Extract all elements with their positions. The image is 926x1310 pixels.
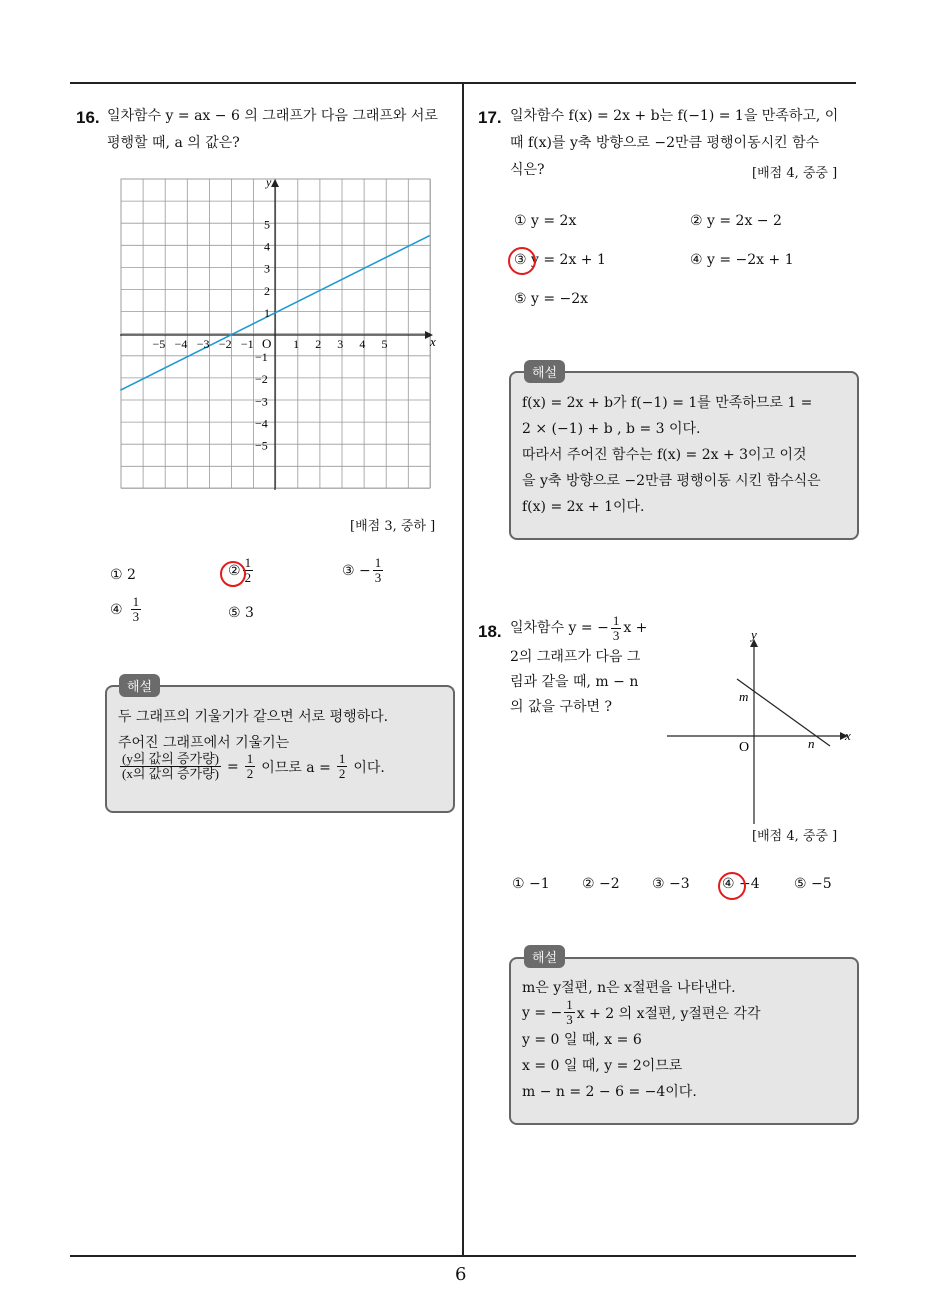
q18-text-line3: 림과 같을 때, m − n: [510, 674, 639, 690]
q18-solution-tag: 해설: [524, 945, 565, 968]
q17-number: 17.: [478, 108, 502, 127]
q16-graph: [120, 175, 436, 493]
q17-text-line2: 때 f(x)를 y축 방향으로 −2만큼 평행이동시킨 함수: [510, 135, 820, 151]
q16-y-tick-label: 2: [264, 283, 270, 298]
q17-solution-line4: 을 y축 방향으로 −2만큼 평행이동 시킨 함수식은: [522, 473, 821, 489]
q16-option-5[interactable]: ⑤ 3: [228, 605, 254, 621]
q17-option-2[interactable]: ② y = 2x − 2: [690, 213, 782, 229]
q17-option-4[interactable]: ④ y = −2x + 1: [690, 252, 794, 268]
q18-solution-line1: m은 y절편, n은 x절편을 나타낸다.: [522, 980, 736, 996]
q16-x-tick-label: −5: [152, 337, 166, 351]
q16-text-line1: 일차함수 y = ax − 6 의 그래프가 다음 그래프와 서로: [107, 108, 438, 124]
q17-solution-line5: f(x) = 2x + 1이다.: [522, 499, 645, 515]
q18-text-line4: 의 값을 구하면 ?: [510, 699, 613, 715]
q16-x-tick-label: −1: [240, 337, 254, 351]
q18-option-2[interactable]: ② −2: [582, 876, 620, 892]
column-divider: [462, 84, 464, 1256]
q18-number: 18.: [478, 622, 502, 641]
q17-text-line1: 일차함수 f(x) = 2x + b는 f(−1) = 1을 만족하고, 이: [510, 108, 839, 124]
q16-grid: [121, 179, 430, 488]
q16-origin-label: O: [262, 336, 272, 351]
q18-option-3[interactable]: ③ −3: [652, 876, 690, 892]
q18-frac: $\frac{1}{3}$: [612, 613, 620, 643]
q16-solution-line3: $\frac{\text{(y의 값의 증가량)}}{\text{(x의 값의 증가량)}}$ = $\frac{1}{2}$ 이므로 a = $\frac{1}{2}$ 이다.: [122, 751, 385, 781]
q16-option-2-mark: ②: [228, 562, 241, 579]
q16-x-tick-label: 4: [359, 337, 366, 351]
q16-solution-line2: 주어진 그래프에서 기울기는: [118, 735, 290, 751]
q16-y-tick-label: −5: [255, 438, 268, 453]
q18-score: [배점 4, 중중 ]: [752, 829, 838, 844]
q17-option-3[interactable]: ③ y = 2x + 1: [514, 252, 606, 268]
q16-solution-tag: 해설: [119, 674, 160, 697]
q16-option-1[interactable]: ① 2: [110, 567, 136, 583]
q18-solution-line3: y = 0 일 때, x = 6: [522, 1032, 642, 1048]
q17-text-line3: 식은?: [510, 162, 545, 178]
q16-x-tick-label: 5: [381, 337, 388, 351]
q18-option-5[interactable]: ⑤ −5: [794, 876, 832, 892]
q17-solution-tag: 해설: [524, 360, 565, 383]
q17-solution-line1: f(x) = 2x + b가 f(−1) = 1를 만족하므로 1 =: [522, 395, 813, 411]
q16-solution-ratio: $\frac{\text{(y의 값의 증가량)}}{\text{(x의 값의 증가량)}}$: [122, 751, 220, 781]
q17-answer-circle: [508, 247, 536, 275]
q18-solution-line5: m − n = 2 − 6 = −4이다.: [522, 1084, 697, 1100]
q16-option-3[interactable]: [342, 556, 385, 585]
q16-option-4-frac: $\frac{1}{3}$: [132, 594, 140, 624]
q16-option-3-mark: ③ −: [342, 562, 371, 579]
q18-graph: [665, 627, 860, 825]
q16-number: 16.: [76, 108, 100, 127]
q18-text-line2: 2의 그래프가 다음 그: [510, 649, 641, 665]
q16-y-tick-label: 5: [264, 217, 270, 232]
q16-x-tick-label: 1: [293, 337, 300, 351]
q16-y-tick-label: 4: [264, 239, 270, 254]
q18-m-label: m: [739, 689, 749, 704]
q18-x-axis-label: x: [845, 728, 851, 743]
q16-y-tick-label: −1: [255, 350, 268, 365]
q16-x-tick-label: 3: [337, 337, 344, 351]
q16-x-axis-label: x: [430, 334, 436, 349]
q16-x-tick-label: −3: [196, 337, 210, 351]
q18-answer-circle: [718, 872, 746, 900]
q16-score: [배점 3, 중하 ]: [350, 519, 436, 534]
q18-text-line1: 일차함수 y = − $\frac{1}{3}$ x +: [510, 613, 648, 643]
q18-option-4[interactable]: ④ −4: [722, 876, 760, 892]
q16-y-arrow: [271, 179, 279, 187]
q16-option-4-mark: ④: [110, 601, 123, 618]
q17-solution-line3: 따라서 주어진 함수는 f(x) = 2x + 3이고 이것: [522, 447, 807, 463]
q16-option-4[interactable]: [110, 595, 143, 624]
q16-y-tick-label: −2: [255, 372, 268, 387]
q18-option-1[interactable]: ① −1: [512, 876, 550, 892]
q16-y-tick-label: −3: [255, 394, 268, 409]
q16-x-tick-label: −4: [174, 337, 188, 351]
q17-option-5[interactable]: ⑤ y = −2x: [514, 291, 589, 307]
q16-y-tick-label: 1: [264, 305, 270, 320]
q17-solution-line2: 2 × (−1) + b , b = 3 이다.: [522, 421, 701, 437]
q16-solution-line1: 두 그래프의 기울기가 같으면 서로 평행하다.: [118, 709, 389, 725]
bottom-rule: [70, 1255, 856, 1257]
q16-y-tick-label: −4: [255, 416, 268, 431]
q16-option-2-frac: $\frac{1}{2}$: [244, 555, 252, 585]
q16-answer-circle: [220, 561, 246, 587]
q18-y-axis-label: y: [751, 627, 757, 642]
q18-n-label: n: [808, 736, 815, 751]
q17-score: [배점 4, 중중 ]: [752, 166, 838, 181]
q16-text-line2: 평행할 때, a 의 값은?: [107, 135, 240, 151]
q18-solution-line2: y = − $\frac{1}{3}$ x + 2 의 x절편, y절편은 각각: [522, 997, 761, 1027]
page-number: 6: [455, 1264, 467, 1285]
q16-y-axis-label: y: [266, 175, 272, 189]
q18-origin-label: O: [739, 740, 750, 755]
q16-option-3-frac: $\frac{1}{3}$: [374, 555, 382, 585]
q17-option-1[interactable]: ① y = 2x: [514, 213, 577, 229]
q16-x-tick-label: −2: [218, 337, 232, 351]
q16-x-tick-label: 2: [315, 337, 322, 351]
q16-y-tick-label: 3: [264, 261, 270, 276]
q18-solution-line4: x = 0 일 때, y = 2이므로: [522, 1058, 683, 1074]
